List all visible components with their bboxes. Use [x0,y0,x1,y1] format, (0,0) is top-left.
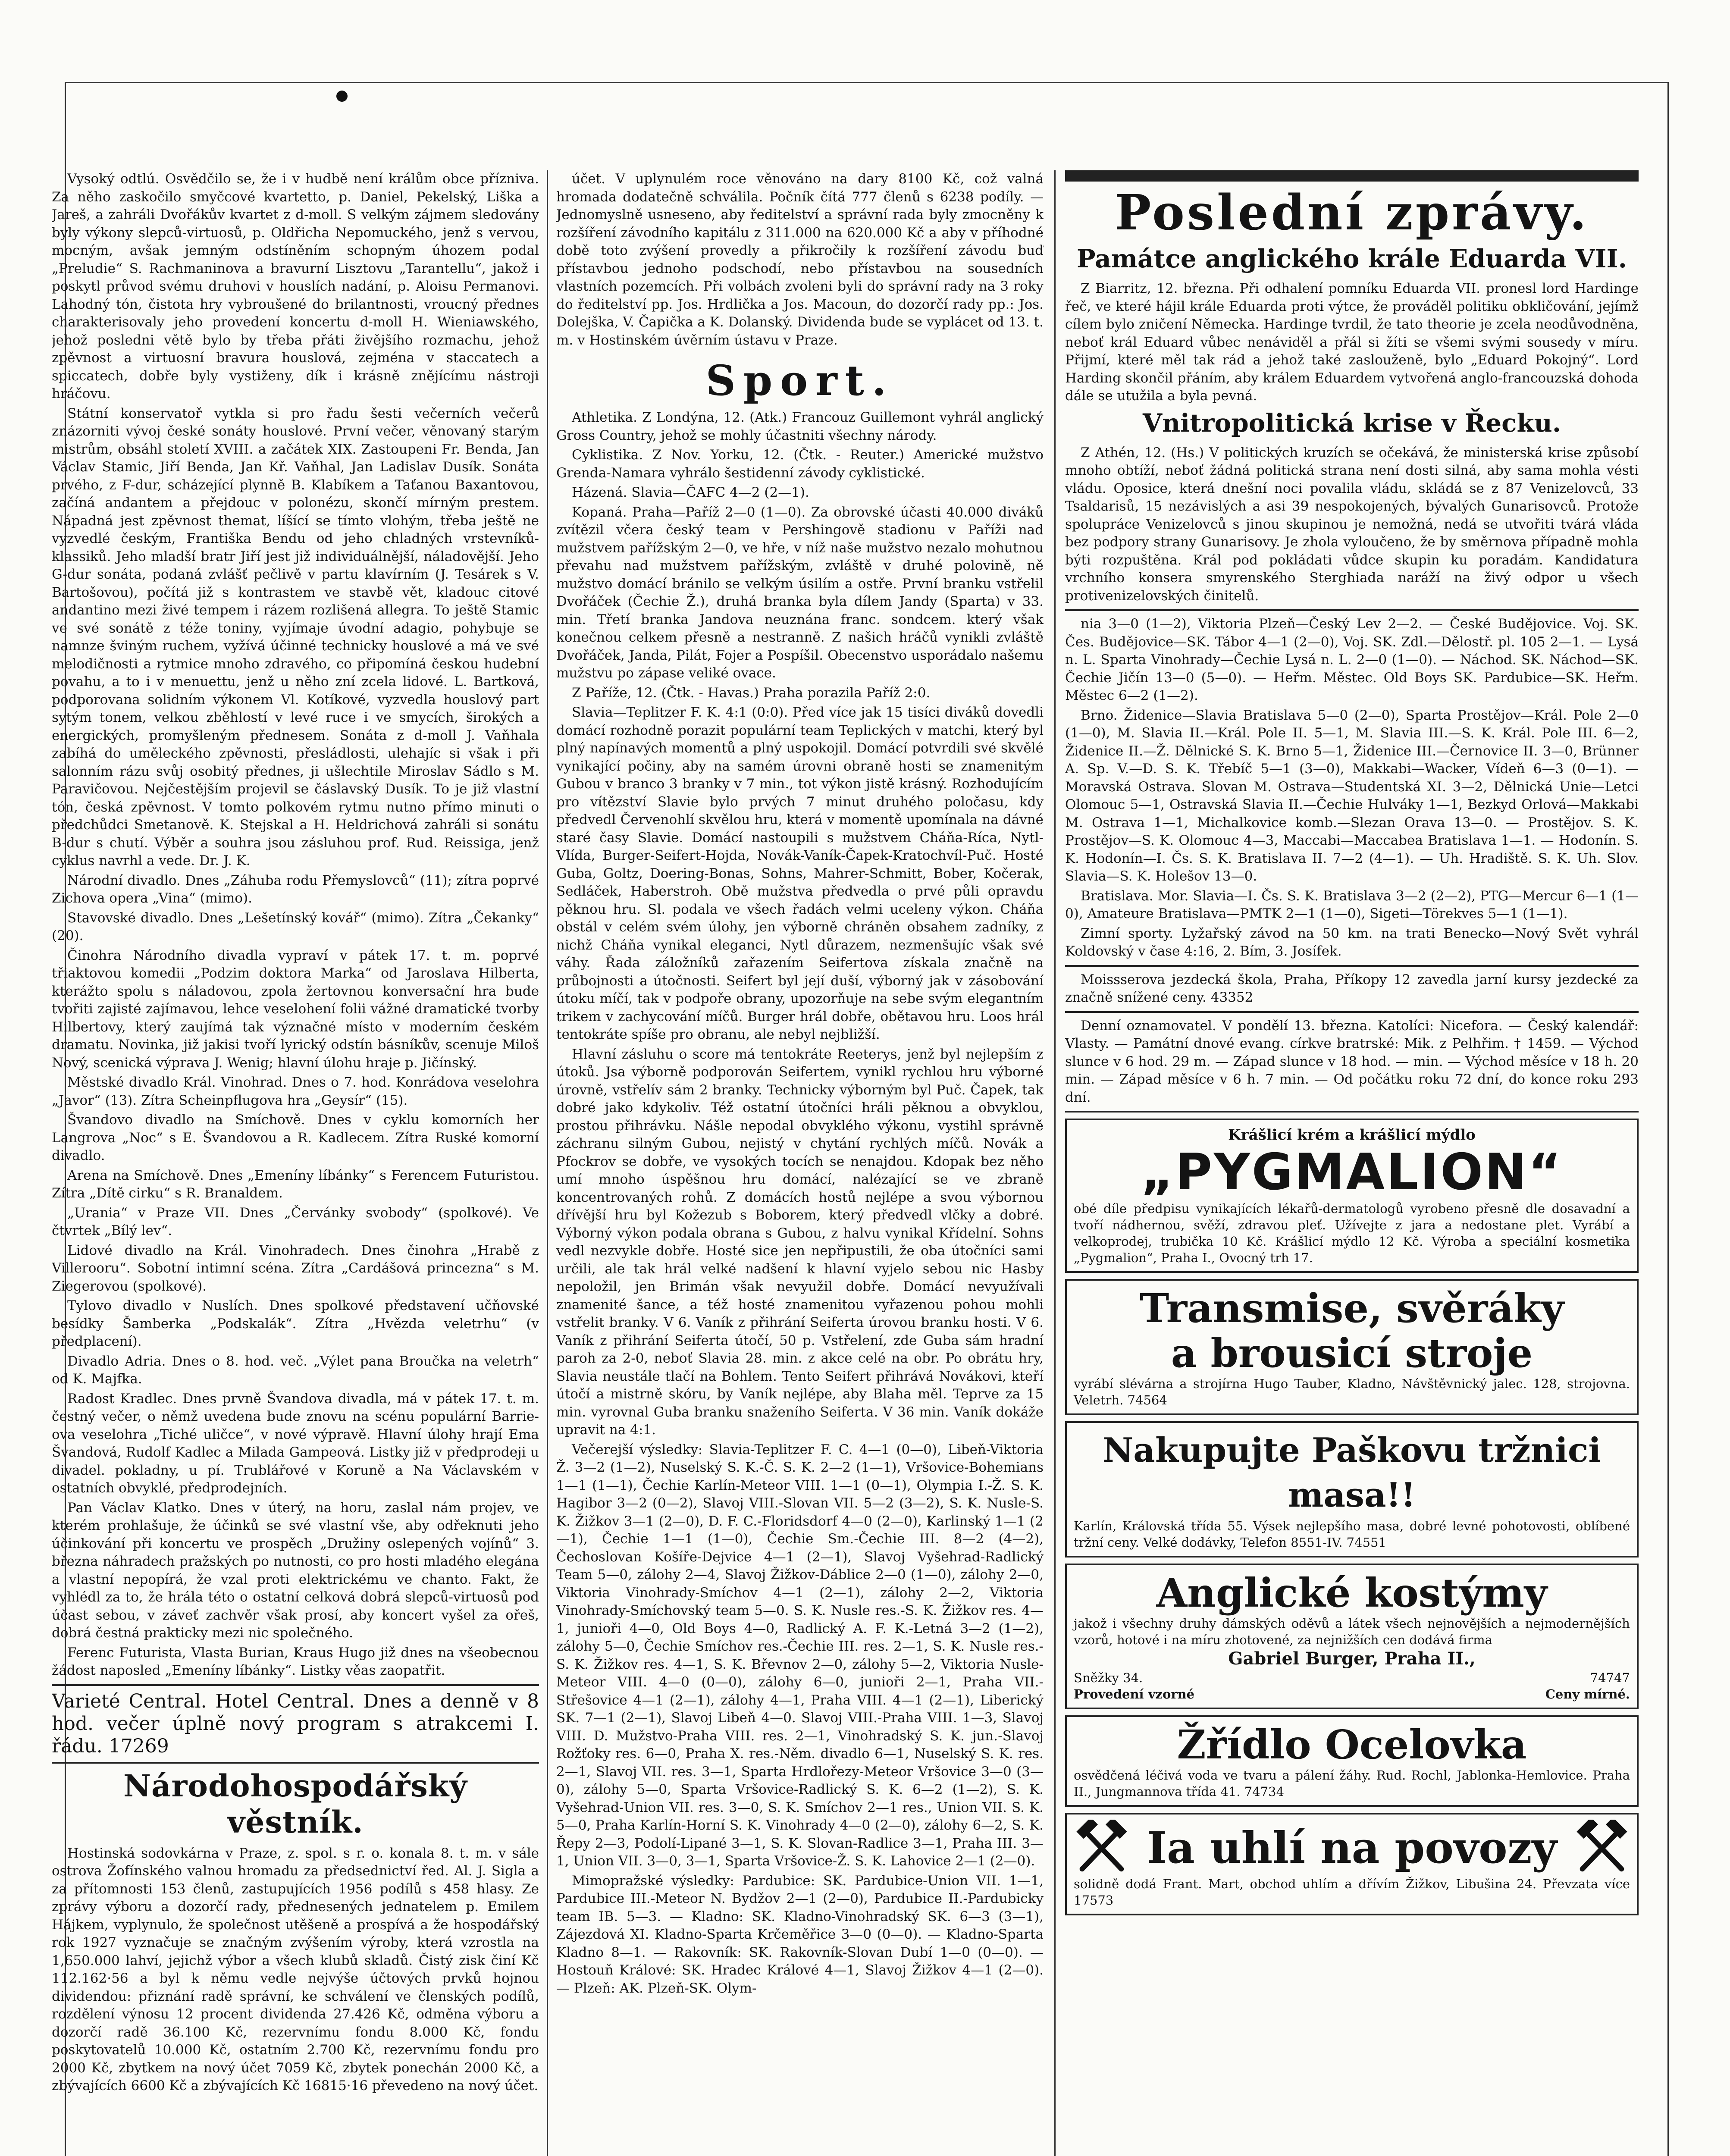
column-right [1065,170,1639,2156]
crossed-hammers-icon [1074,1820,1130,1876]
column-rule [547,170,548,2156]
article-paragraph: Hlavní zásluhu o score má tentokráte Reeterys, jenž byl nejlepším z útoků. Jsa výborně podporován Seifertem, vynikl rychlou hru výborné úrovně, vstřelív sám 2 branky. Technicky výborným byl Puč. Čapek, tak dobré jako kdykoliv. Též ostatní útočníci hráli pěknou a obvyklou, prostou přihrávku. Nášle nepodal obvyklého výkonu, vystihl správně záchranu silným Gubou, nejistý v chytání rychlých míčů. Novák a Pfockrov se dobře, ve vysokých tocích se nenajdou. Kdopak bez něho umí mnoho úspěšnou hru domácí, nalézající se ve zbraně koncentrovaných rohů. Z domácích hostů nejlépe a svou výbornou dřívější hru byl Kožezub s Boborem, který předvedl vlčky a dobré. Výborný výkon podala obrana s Gubou, z halvu vynikal Křídelní. Sohns vedl nezvykle dobře. Hosté sice jen nepřipustili, že oba útočníci sami určili, ale tak hrál velké nadšení k hlavní vyjelo sebou nic Hasby nepoložil, jen Brimán však nevyužil dobře. Domácí nevyužívali znamenité šance, a též hosté znamenitou vyřazenou pohou mohli vstřelit branky. V 6. Vaník z přihrání Seiferta úrovou branku hosti. V 6. Vaník z přihrání Seiferta útočí, 50 p. Vstřelení, zde Guba sám hradní paroh za 2-0, neboť Slavia 28. min. z akce celé na obr. Po obrátu hry, Slavia neustále tlačí na Bohlem. Tento Seifert přihrává Novákovi, kteří útočí a mistrně skóru, by Vaník nejlépe, aby Blaha měl. Teprve za 15 min. vyrovnal Guba branku snaženího Seiferta. V 36 min. Vaník dokáže upravit na 4:1. [556,1046,1044,1438]
ad-ocelovka [1065,1715,1639,1807]
article-paragraph: Divadlo Adria. Dnes o 8. hod. več. „Výlet pana Broučka na veletrh“ od K. Majfka. [52,1353,539,1387]
article-paragraph: Tylovo divadlo v Nuslích. Dnes spolkové představení učňovské besídky Šamberka „Podskalák“. Zítra „Hvězda veletrhu“ (v předplacení). [52,1298,539,1349]
ad-kostymy-no: 74747 [1590,1670,1630,1685]
article-paragraph: Činohra Národního divadla vypraví v pátek 17. t. m. poprvé třiaktovou komedii „Podzim doktora Marka“ od Jaroslava Hilberta, kterážto spolu s náladovou, zpola žertovnou konversační hra bude tvořiti zajisté zajímavou, lehce veselohení folii vážné dramatické tvorby Hilbertovy, který zaujímá tak význačné místo v moderním českém dramatu. Novinka, již jakisi tvoří lyrický odstín básníkův, scenuje Miloš Nový, scenická výprava J. Wenig; hlavní úlohu hraje p. Jičínský. [52,947,539,1071]
ad-pygmalion-text: obé díle předpisu vynikajících lékařů-dermatologů vyrobeno přesně dle dosavadní a tvoří nádhernou, svěží, zdravou pleť. Užívejte z jara a nedostane plet. Vyrábí a velkoprodej, trubička 10 Kč. Krášlicí mýdlo 12 Kč. Výroba a speciální kosmetika „Pygmalion“, Praha I., Ovocný trh 17. [1074,1201,1630,1265]
ad-kostymy-right: Ceny mírné. [1545,1687,1630,1702]
article-paragraph: Hostinská sodovkárna v Praze, z. spol. s r. o. konala 8. t. m. v sále ostrova Žofínského valnou hromadu za předsednictví řed. Al. J. Sigla a za přítomnosti 153 členů, zastupujících 1956 podílů s 458 hlasy. Ze zprávy výboru a dozorčí rady, přednesených jednatelem p. Emilem Hájkem, vyplynulo, že společnost utěšeně a prospívá a že hospodářský rok 1927 vyznačuje se značným zvýšením výroby, která vzrostla na 1,650.000 lahví, jejichž výbor a všech klubů skladů. Čistý zisk činí Kč 112.162·56 a byl k němu vedle nejvýše účtových prvků hojnou dividendou: přiznání radě správní, ke schválení ve členských podílů, rozdělení výnosu 12 procent dividenda 27.426 Kč, odměna výboru a dozorčí radě 36.100 Kč, rezervnímu fondu 8.000 Kč, fondu poskytovatelů 10.000 Kč, ostatním 2.700 Kč, rezervnímu fondu pro 2000 Kč, zbytkem na nový účet 7059 Kč, zbytek ponechán 2000 Kč, a zbývajících 6600 Kč a zbývajících Kč 16815·16 převedeno na nový účet. [52,1845,539,2093]
section-heading-posledni-zpravy: Poslední zprávy. [1065,170,1639,241]
article-paragraph: Vysoký odtlú. Osvědčilo se, že i v hudbě není králům obce přízniva. Za něho zaskočilo smyčcové kvartetto, p. Daniel, Pekelský, Liška a Jareš, a zahráli Dvořákův kvartet z d-moll. S velkým zájmem sledovány byly výkony slepců-virtuosů, p. Oldřicha Nepomuckého, jenž s vervou, mocným, avšak jemným odstíněním schopným úhozem podal „Preludie“ S. Rachmaninova a bravurní Lisztovu „Tarantellu“, jakož i poskytl průvod svému druhovi v houslích nadání, p. Aloisu Permanovi. Lahodný tón, čistota hry vybroušené do brilantnosti, vroucný přednes charakterisovaly jeho provedení koncertu d-moll H. Wieniawského, jehož posledni větě bylo by třeba přáti živějšího rozmachu, jehož zpěvnost a virtuosní bravura houslová, zejména v staccatech a spiccatech, dobře byly vystiženy, dík i krásně znějícímu nástroji hráčovu. [52,171,539,401]
divider [52,1762,539,1764]
ad-ocelovka-line1: Žřídlo Ocelovka [1177,1721,1527,1768]
ad-pygmalion-top: Krášlicí krém a krášlicí mýdlo [1228,1126,1476,1144]
ad-kostymy-left: Provedení vzorné [1074,1687,1195,1702]
varieté-ad: Varieté Central. Hotel Central. Dnes a denně v 8 hod. večer úplně nový program s atrakcemi I. řádu. 17269 [52,1690,539,1757]
article-paragraph: Z Biarritz, 12. března. Při odhalení pomníku Eduarda VII. pronesl lord Hardinge řeč, ve které hájil krále Eduarda proti výtce, že prováděl politiku obkličování, jejímž cílem bylo zničení Německa. Hardinge tvrdil, že tato theorie je zcela neodůvodněna, neboť král Eduard vůbec nenáviděl a přál si žíti se všemi svými sousedy v míru. Přijmí, které měl tak rád a jehož také zaslouženě, bylo „Eduard Pokojný“. Lord Harding skončil přáním, aby králem Eduardem vytvořená anglo-francouzská dohoda dále se utužila a byla pevná. [1065,281,1639,404]
column-right-text [1065,170,1639,1112]
divider [1065,965,1639,967]
article-paragraph: Zimní sporty. Lyžařský závod na 50 km. na trati Benecko—Nový Svět vyhrál Koldovský v čase 4:16, 2. Bím, 3. Josífek. [1065,925,1639,959]
article-paragraph: Kopaná. Praha—Paříž 2—0 (1—0). Za obrovské účasti 40.000 diváků zvítězil včera český team v Pershingově stadionu v Paříži nad mužstvem pařížským 2—0, ve hře, v níž naše mužstvo nezalo mohutnou převahu nad mužstvem pařížským, zvláště v druhé polovině, ně mužstvo domácí bránilo se velkým úsilím a ostře. První branku vstřelil Dvořáček (Čechie Ž.), druhá branka byla dílem Jandy (Sparta) v 33. min. Třetí branka Jandova neuznána franc. sondcem. který však konečnou celkem přesně a nestranně. Z našich hráčů vynikli zvláště Dvořáček, Janda, Pilát, Fojer a Pospíšil. Obecenstvo usporádalo našemu mužstvu po zápase veliké ovace. [556,504,1044,681]
article-paragraph: Pan Václav Klatko. Dnes v úterý, na horu, zaslal nám projev, ve kterém prohlašuje, že účinků se své vlastní vše, aby odřeknuti jeho účinkování při koncertu ve prospěch „Družiny oslepených vojínů“ 3. března náhradech pražských po nutnosti, co pro hosti mladého elegána a vlastní nepopírá, že vzal proti elektrickému ve chanto. Fakt, že vyhlédl za to, že hrála této o ostatní celková dobrá slepců-virtuosů pod účast sebou, v záveť zachvěr však prosí, aby koncert vyšel za ořeš, dobrá čestná prakticky mezi nic společného. [52,1500,539,1641]
ad-pygmalion-name: „PYGMALION“ [1141,1143,1563,1201]
article-paragraph: Brno. Židenice—Slavia Bratislava 5—0 (2—0), Sparta Prostějov—Král. Pole 2—0 (1—0), M. Slavia II.—Král. Pole II. 5—1, M. Slavia III.—S. K. Král. Pole III. 6—2, Židenice II.—Ž. Dělnické S. K. Brno 5—1, Židenice III.—Černovice II. 3—0, Brünner A. Sp. V.—D. S. K. Třebíč 5—1 (3—0), Makkabi—Wacker, Vídeň 6—3 (0—1). — Moravská Ostrava. Slovan M. Ostrava—Studentská XI. 3—2, Dělnická Unie—Letci Olomouc 5—1, Ostravská Slavia II.—Čechie Hulváky 1—1, Bezkyd Orlová—Makkabi M. Ostrava 1—1, Michalkovice komb.—Slezan Orava 13—0. — Prostějov. S. K. Prostějov—S. K. Olomouc 4—3, Maccabi—Maccabea Bratislava 1—1. — Hodonín. S. K. Hodonín—I. Čs. S. K. Bratislava II. 7—2 (4—1). — Uh. Hradiště. S. K. Uh. Slov. Slavia—S. K. Holešov 13—0. [1065,707,1639,884]
ad-ocelovka-text: osvědčená léčivá voda ve tvaru a pálení žáhy. Rud. Rochl, Jablonka-Hemlovice. Praha II., Jungmannova třída 41. 74734 [1074,1768,1630,1799]
article-paragraph: Národní divadlo. Dnes „Záhuba rodu Přemyslovců“ (11); zítra poprvé Zichova opera „Vina“ (mimo). [52,872,539,906]
article-paragraph: Lidové divadlo na Král. Vinohradech. Dnes činohra „Hrabě z Villerooru“. Sobotní intimní scéna. Zítra „Cardášová princezna“ s M. Ziegerovou (spolkové). [52,1242,539,1294]
article-headline: Vnitropolitická krise v Řecku. [1142,408,1561,438]
divider [52,1684,539,1686]
ad-transmise-text: vyrábí slévárna a strojírna Hugo Tauber, Kladno, Návštěvnický jalec. 128, strojovna. Veletrh. 74564 [1074,1376,1630,1407]
article-paragraph: Státní konservatoř vytkla si pro řadu šesti večerních večerů znázorniti vývoj české sonáty houslové. První večer, věnovaný starým mistrům, obsáhl století XVIII. a začátek XIX. Zastoupeni Fr. Benda, Jan Václav Stamic, Jiří Benda, Jan Kř. Vaňhal, Jan Ladislav Dusík. Sonáta prvého, z F-dur, scházející plynně B. Klabíkem a Taťanou Baxantovou, začíná andantem a přejdouc v polonézu, skončí mírným prestem. Nápadná jest zpěvnost themat, líšící se tímto vlohým, třeba ještě ne vyzvedlé českým, Františka Bendu od jeho chladných vrstevníků-klassiků. Jeho mladší bratr Jiří jest již individuálnější, náladovější. Jeho G-dur sonáta, podaná zvlášť pečlivě v partu klavírním (J. Tesárek s V. Bartošovou), počítá již s kontrastem ve stavbě vět, kladouc citové andantino mezi živé tempem i rázem rozlišená allegra. To ještě Stamic ve své sonátě z téže toniny, vyjímaje úvodní adagio, pohybuje se namnze šviným ruchem, vyžívá účinné technicky houslové a má ve své melodičnosti a rytmice mnoho zdravého, co připomíná českou hudební povahu, a to i v menuettu, jenž u něho zní zcela lidové. L. Bartková, podporovana solidním výkonem Vl. Kotíkové, vyzvedla houslový part sytým tonem, velkou zběhlostí v levé ruce i ve smycích, širokých a energických, promyšleným přednesem. Sonáta z d-moll J. Vaňhala zabíhá do uměleckého zpěvnosti, přesládlosti, ulehajíc si však i při salonním rázu svůj osobitý přednes, ji ušlechtile Miroslav Sádlo s M. Paravičovou. Nejčestějším projevil se čáslavský Dusík. To je již vlastní tón, česká zpěvnost. V tomto polkovém rytmu nutno přímo minuti o předchůdci Smetanově. K. Stejskal a H. Heldrichová zahráli si sonátu B-dur s chutí. Výběr a souhra jsou zásluhou prof. Rud. Reissiga, jenž cyklus navrhl a vede. Dr. J. K. [52,405,539,868]
column-middle [556,170,1044,2156]
crossed-hammers-icon [1574,1820,1630,1876]
section-heading-sport: Sport. [705,356,894,405]
article-paragraph: Stavovské divadlo. Dnes „Lešetínský kovář“ (mimo). Zítra „Čekanky“ (20). [52,910,539,943]
ad-kostymy-firm: Gabriel Burger, Praha II., [1228,1648,1476,1669]
column-rule [1054,170,1056,2156]
article-paragraph: Ferenc Futurista, Vlasta Burian, Kraus Hugo již dnes na všeobecnou žádost naposled „Emeníny líbánky“. Listky věas zaopatřit. [52,1645,539,1678]
ad-kostymy-addr: Sněžky 34. [1074,1670,1143,1685]
ad-kostymy-line1: Anglické kostýmy [1156,1570,1548,1616]
article-paragraph: „Urania“ v Praze VII. Dnes „Červánky svobody“ (spolkové). Ve čtvrtek „Bílý lev“. [52,1205,539,1238]
article-paragraph: Cyklistika. Z Nov. Yorku, 12. (Čtk. - Reuter.) Americké mužstvo Grenda-Namara vyhrálo šestidenní závody cyklistické. [556,447,1044,481]
ad-povozy [1065,1813,1639,1915]
article-paragraph: Moissserova jezdecká škola, Praha, Příkopy 12 zavedla jarní kursy jezdecké za značně snížené ceny. 43352 [1065,971,1639,1005]
ad-transmise-line2: a brousicí stroje [1171,1330,1533,1376]
article-paragraph: Městské divadlo Král. Vinohrad. Dnes o 7. hod. Konrádova veselohra „Javor“ (13). Zítra Scheinpflugova hra „Geysír“ (15). [52,1075,539,1108]
article-paragraph: Athletika. Z Londýna, 12. (Atk.) Francouz Guillemont vyhrál anglický Gross Country, jehož se mohly účastniti všechny národy. [556,410,1044,443]
ad-maso-text: Karlín, Královská třída 55. Výsek nejlepšího masa, dobré levné pohotovosti, oblíbené tržní ceny. Velké dodávky, Telefon 8551-IV. 74551 [1074,1519,1630,1550]
printing-dot [336,91,348,102]
article-paragraph: účet. V uplynulém roce věnováno na dary 8100 Kč, což valná hromada dodatečně schválila. Počník čítá 777 členů s 6238 podíly. — Jednomyslně usneseno, aby ředitelství a správní rada byly zmocněny k rozšíření závodního kapitálu z 311.000 na 620.000 Kč a aby v příhodné době toto zvýšení provedly a přikročily k rozšíření závodu buď přístavbou jednoho podschodí, nebo přístavbou na sousedních vlastních pozemcích. Při volbách zvoleni byli do správní rady na 3 roky do ředitelství pp. Jos. Hrdlička a Jos. Macoun, do dozorčí rady pp.: Jos. Dolejška, V. Čapička a K. Dolanský. Dividenda bude se vyplácet od 13. t. m. v Hostinském úvěrním ústavu v Praze. [556,171,1044,348]
article-paragraph: Z Athén, 12. (Hs.) V politických kruzích se očekává, že ministerská krise způsobí mnoho obtíží, neboť žádná politická strana není dosti silná, aby sama mohla vésti vládu. Oposice, která dnešní noci povalila vládu, skládá se z 87 Venizelovců, 33 Tsaldarisů, 15 nezávislých a asi 39 nespokojených, bývalých Gunarisovců. Protože spolupráce Venizelovců s jinou skupinou je nemožná, nedá se utvořiti tvárá vláda bez podpory strany Gunarisovy. Je zhola vyloučeno, že by směrnova případně mohla býti rozpuštěna. Král pod pokládati vůdce skupin ku poradám. Kandidatura vrchního konsera smyrenského Sterghiada naráží na živý odpor u všech protivenizelovských činitelů. [1065,445,1639,604]
divider [1065,1011,1639,1013]
article-paragraph: Švandovo divadlo na Smíchově. Dnes v cyklu komorních her Langrova „Noc“ s E. Švandovou a R. Kadlecem. Zítra Ruské komorní divadlo. [52,1112,539,1163]
article-paragraph: Mimopražské výsledky: Pardubice: SK. Pardubice-Union VII. 1—1, Pardubice III.-Meteor N. Bydžov 2—1 (2—0), Pardubice II.-Pardubicky team IB. 5—3. — Kladno: SK. Kladno-Vinohradský SK. 6—3 (3—1), Zájezdová XI. Kladno-Sparta Krčeměřice 3—0 (0—0). — Kladno-Sparta Kladno 8—1. — Rakovník: SK. Rakovník-Slovan Dubí 1—0 (0—0). — Hostouň Králové: SK. Hradec Králové 4—1, Slavoj Žižkov 4—1 (2—0). — Plzeň: AK. Plzeň-SK. Olym- [556,1873,1044,1996]
ad-transmise [1065,1279,1639,1415]
article-paragraph: Bratislava. Mor. Slavia—I. Čs. S. K. Bratislava 3—2 (2—2), PTG—Mercur 6—1 (1—0), Amateure Bratislava—PMTK 2—1 (1—0), Sigeti—Törekves 5—1 (1—1). [1065,888,1639,921]
article-paragraph: Arena na Smíchově. Dnes „Emeníny líbánky“ s Ferencem Futuristou. Zítra „Dítě cirku“ s R. Branaldem. [52,1167,539,1201]
divider [1065,1111,1639,1112]
ad-maso [1065,1421,1639,1557]
ad-povozy-line1: Ia uhlí na povozy [1147,1822,1557,1873]
article-paragraph: Denní oznamovatel. V pondělí 13. března. Katolíci: Nicefora. — Český kalendář: Vlasty. — Památní dnové evang. církve bratrské: Mik. z Pelhřim. † 1459. — Východ slunce v 6 hod. 29 m. — Západ slunce v 18 hod. — min. — Východ měsíce v 18 h. 20 min. — Západ měsíce v 6 h. 7 min. — Od počátku roku 72 dní, do konce roku 293 dní. [1065,1018,1639,1105]
ad-kostymy-text: jakož i všechny druhy dámských oděvů a látek všech nejnovějších a nejmodernějších vzorů, hotové i na míru zhotovené, za nejnižších cen dodává firma [1074,1616,1630,1647]
article-paragraph: nia 3—0 (1—2), Viktoria Plzeň—Český Lev 2—2. — České Budějovice. Voj. SK. Čes. Budějovice—SK. Tábor 4—1 (2—0), Voj. SK. Zdl.—Dělostř. pl. 105 2—1. — Lysá n. L. Sparta Vinohrady—Čechie Lysá n. L. 2—0 (1—0). — Náchod. SK. Náchod—SK. Čechie Jičín 13—0 (5—0). — Heřm. Městec. Old Boys SK. Pardubice—SK. Heřm. Městec 6—2 (1—2). [1065,616,1639,703]
ad-pygmalion [1065,1119,1639,1273]
ad-kostymy [1065,1564,1639,1709]
article-paragraph: Házená. Slavia—ČAFC 4—2 (2—1). [572,485,809,500]
article-headline: Památce anglického krále Eduarda VII. [1077,244,1627,273]
article-paragraph: Večerejší výsledky: Slavia-Teplitzer F. C. 4—1 (0—0), Libeň-Viktoria Ž. 3—2 (1—2), Nuselský S. K.-Č. S. K. 2—2 (1—1), Vršovice-Bohemians 1—1 (1—1), Čechie Karlín-Meteor VIII. 1—1 (0—1), Olympia I.-Ž. S. K. Hagibor 3—2 (0—2), Slavoj VIII.-Slovan VII. 5—2 (3—2), S. K. Nusle-S. K. Žižkov 3—1 (2—0), D. F. C.-Floridsdorf 4—0 (2—0), Karlinský 1—1 (2—1), Čechie 1—1 (1—0), Čechie Sm.-Čechie III. 8—2 (4—2), Čechoslovan Košíře-Dejvice 4—1 (2—1), Slavoj Vyšehrad-Radlický Team 5—0, zálohy 2—4, Slavoj Žižkov-Dáblice 2—0 (1—0), zálohy 2—0, Viktoria Vinohrady-Smíchov 4—1 (2—1), zálohy 2—2, Viktoria Vinohrady-Smíchovský team 5—0. S. K. Nusle res.-S. K. Žižkov res. 4—1, junioři 4—0, Old Boys 4—0, Radlický A. F. K.-Letná 3—2 (1—2), zálohy 5—0, Čechie Smíchov res.-Čechie III. res. 2—1, S. K. Nusle res.-S. K. Žižkov res. 4—1, S. K. Břevnov 2—0, zálohy 5—2, Viktoria Nusle-Meteor VIII. 4—0 (0—0), zálohy 6—0, junioři 2—1, Praha VII.-Střešovice 4—1 (2—1), zálohy 4—1, Praha VIII. 4—1 (2—1), Liberický SK. 7—1 (2—1), Slavoj Libeň 4—0. Slavoj VIII.-Praha VIII. 1—3, Slavoj VIII. D. Mužstvo-Praha VIII. res. 2—1, Vinohradský S. K. jun.-Slavoj Rožťoky res. 6—0, Praha X. res.-Něm. divadlo 6—1, Nuselský S. K. res. 2—1, Slavoj VII. res. 3—1, Sparta Hrdlořezy-Meteor Vršovice 3—0 (3—0), zálohy 5—0, Sparta Vršovice-Radlický S. K. 6—2 (1—2), S. K. Vyšehrad-Union VII. res. 3—0, S. K. Smíchov 2—1 res., Union VII. S. K. 5—0, Praha Karlín-Horní S. K. Vinohrady 4—0 (2—0), zálohy 6—2, S. K. Řepy 2—3, Podolí-Lipané 3—1, S. K. Slovan-Radlice 3—1, Praha III. 3—1, Union VII. 3—0, 3—1, Sparta Vršovice-Ž. S. K. Lahovice 2—1 (2—0). [556,1442,1044,1869]
ad-maso-line1: Nakupujte Paškovu tržnici masa!! [1102,1431,1602,1515]
article-paragraph: Radost Kradlec. Dnes prvně Švandova divadla, má v pátek 17. t. m. čestný večer, o němž uvedena bude znovu na scénu populární Barrie-ova veselohra „Tiché uličce“, v nové výpravě. Hlavní úlohy hrají Ema Švandová, Rudolf Kadlec a Milada Gampeová. Listky již v předprodeji u divadel. pokladny, u pí. Trublářové v Koruně a Na Václavském v ostatních obvyklé, předprodejních. [52,1391,539,1496]
article-paragraph: Z Paříže, 12. (Čtk. - Havas.) Praha porazila Paříž 2:0. [572,685,931,701]
ad-transmise-line1: Transmise, svěráky [1139,1285,1564,1332]
section-heading-vestnik: Národohospodářský věstník. [123,1767,467,1840]
divider [1065,609,1639,611]
article-paragraph: Slavia—Teplitzer F. K. 4:1 (0:0). Před více jak 15 tisíci diváků dovedli domácí rozhodně porazit populární team Teplických v matchi, který byl plný napínavých momentů a plný uspokojil. Domácí potvrdili své skvělé vynikající počiny, aby na samém úrovni obraně hosti se znamenitým Gubou v branco 3 branky v 7 min., tot výkon jistě krásný. Rozhodujícím pro vítězství Slavie bylo prvých 7 minut druhého poločasu, kdy předvedl Červenohlí skvělou hru, která v momentě upomínala na dávné staré časy Slavie. Domácí nastoupili s mužstvem Cháňa-Ríca, Nytl-Vlída, Burger-Seifert-Hojda, Novák-Vaník-Čapek-Kratochvíl-Puč. Hosté Guba, Goltz, Doering-Bonas, Sohns, Mahrer-Schmitt, Bober, Kočerak, Sedláček, Haberstroh. Obě mužstva předvedla o prvé půli opravdu pěknou hru. Sl. podala ve všech řadách velmi uceleny výkon. Cháňa obstál v celém svém úlohy, jen výborně chráněn obsahem zadníky, z nichž Cháňa vynikal eleganci, Nytl důrazem, nezmenšujíc však své váhy. Řada záložníků zařazením Seifertova získala značně na průbojnosti a útočnosti. Seifert byl její duší, výborný jak v zásobování útoku míčí, tak v podpoře obrany, upozorňuje na sebe svým elegantním trikem v zachycování míčů. Burger hrál dobře, obětavou hru. Loos hrál tentokráte spíše pro obranu, ale nebyl nejbližší. [556,705,1044,1042]
column-left [52,170,539,2156]
ad-povozy-text: solidně dodá Frant. Mart, obchod uhlím a dřívím Žižkov, Libušina 24. Převzata více 17573 [1074,1877,1630,1908]
